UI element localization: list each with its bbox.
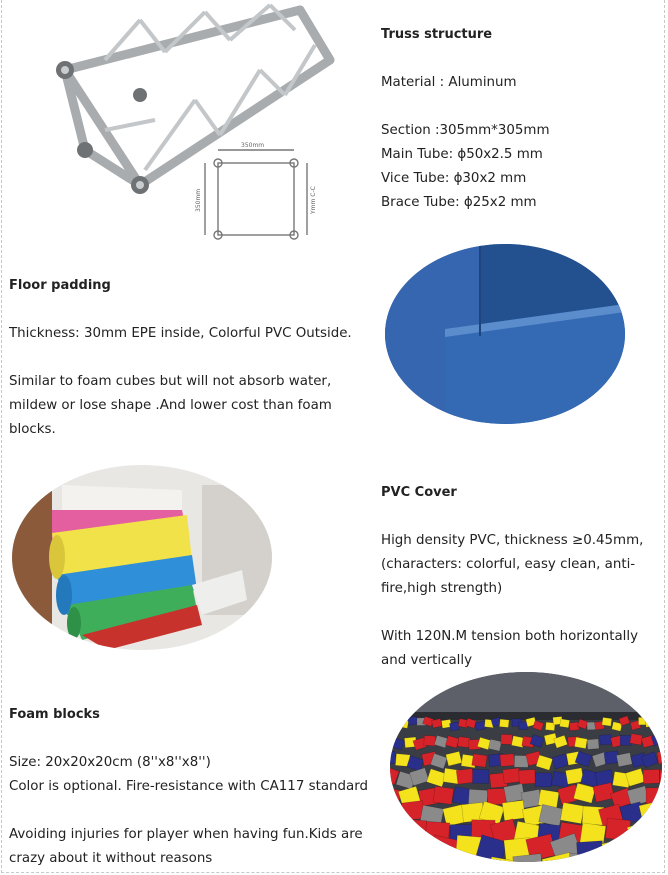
floor-padding-image: [385, 244, 625, 424]
foam-size: Size: 20x20x20cm (8''x8''x8''): [9, 755, 211, 770]
truss-text: [381, 23, 661, 215]
pvc-line-2: (characters: colorful, easy clean, anti-: [381, 557, 636, 572]
floor-thickness: Thickness: 30mm EPE inside, Colorful PVC Outside.: [9, 326, 352, 341]
foam-color: Color is optional. Fire-resistance with CA117 standard: [9, 779, 368, 794]
foam-cube: [535, 773, 551, 787]
foam-cube: [472, 769, 489, 783]
foam-desc-2: crazy about it without reasons: [9, 851, 213, 866]
truss-main-tube: Main Tube: ϕ50x2.5 mm: [381, 147, 543, 162]
pvc-line-5: and vertically: [381, 653, 473, 668]
pvc-line-3: fire,high strength): [381, 581, 503, 596]
pvc-line-1: High density PVC, thickness ≥0.45mm,: [381, 533, 644, 548]
foam-pit-image: [390, 672, 662, 862]
foam-cube: [433, 786, 454, 804]
foam-cube: [630, 734, 643, 745]
foam-cube: [560, 719, 570, 728]
foam-cube: [620, 735, 631, 745]
foam-cube: [538, 789, 559, 807]
foam-cube: [602, 717, 612, 726]
foam-desc-1: Avoiding injuries for player when having fun.Kids are: [9, 827, 363, 842]
truss-brace-tube: Brace Tube: ϕ25x2 mm: [381, 195, 537, 210]
foam-cube: [449, 722, 459, 731]
foam-cube: [458, 737, 471, 748]
foam-cube: [501, 734, 513, 744]
foam-cube: [472, 754, 487, 768]
foam-cube: [424, 735, 436, 745]
pvc-line-4: With 120N.M tension both horizontally: [381, 629, 639, 644]
foam-cube: [643, 769, 660, 783]
floor-text: [9, 274, 369, 442]
foam-cube: [487, 788, 506, 804]
foam-cube: [503, 768, 521, 784]
floor-desc-3: blocks.: [9, 422, 56, 437]
foam-text: [9, 703, 379, 871]
truss-title: Truss structure: [381, 27, 493, 42]
foam-cube: [519, 769, 536, 784]
foam-cube: [499, 719, 509, 727]
truss-material: Material : Aluminum: [381, 75, 517, 90]
pvc-rolls-image: [12, 465, 272, 650]
foam-cube: [475, 721, 485, 730]
floor-desc-2: mildew or lose shape .And lower cost than foam: [9, 398, 332, 413]
foam-cube: [600, 735, 612, 745]
foam-cube: [560, 803, 584, 824]
dim-top-label: 350mm: [241, 142, 265, 149]
truss-vice-tube: Vice Tube: ϕ30x2 mm: [381, 171, 527, 186]
foam-title: Foam blocks: [9, 707, 100, 722]
dim-side-label: 350mm: [195, 188, 202, 212]
dim-right-label: Ymm C-C: [310, 186, 317, 214]
foam-cube: [408, 716, 418, 725]
floor-title: Floor padding: [9, 278, 111, 293]
foam-cube: [574, 737, 587, 748]
foam-cube: [456, 769, 474, 785]
foam-cube: [616, 753, 632, 767]
foam-cube: [500, 754, 515, 767]
truss-section: Section :305mm*305mm: [381, 123, 550, 138]
foam-cube: [587, 739, 599, 750]
foam-cube: [432, 719, 442, 728]
pvc-title: PVC Cover: [381, 485, 457, 500]
truss-image: [45, 0, 345, 245]
pvc-text: [381, 481, 661, 673]
foam-cube: [502, 800, 525, 820]
floor-desc-1: Similar to foam cubes but will not absorb water,: [9, 374, 332, 389]
